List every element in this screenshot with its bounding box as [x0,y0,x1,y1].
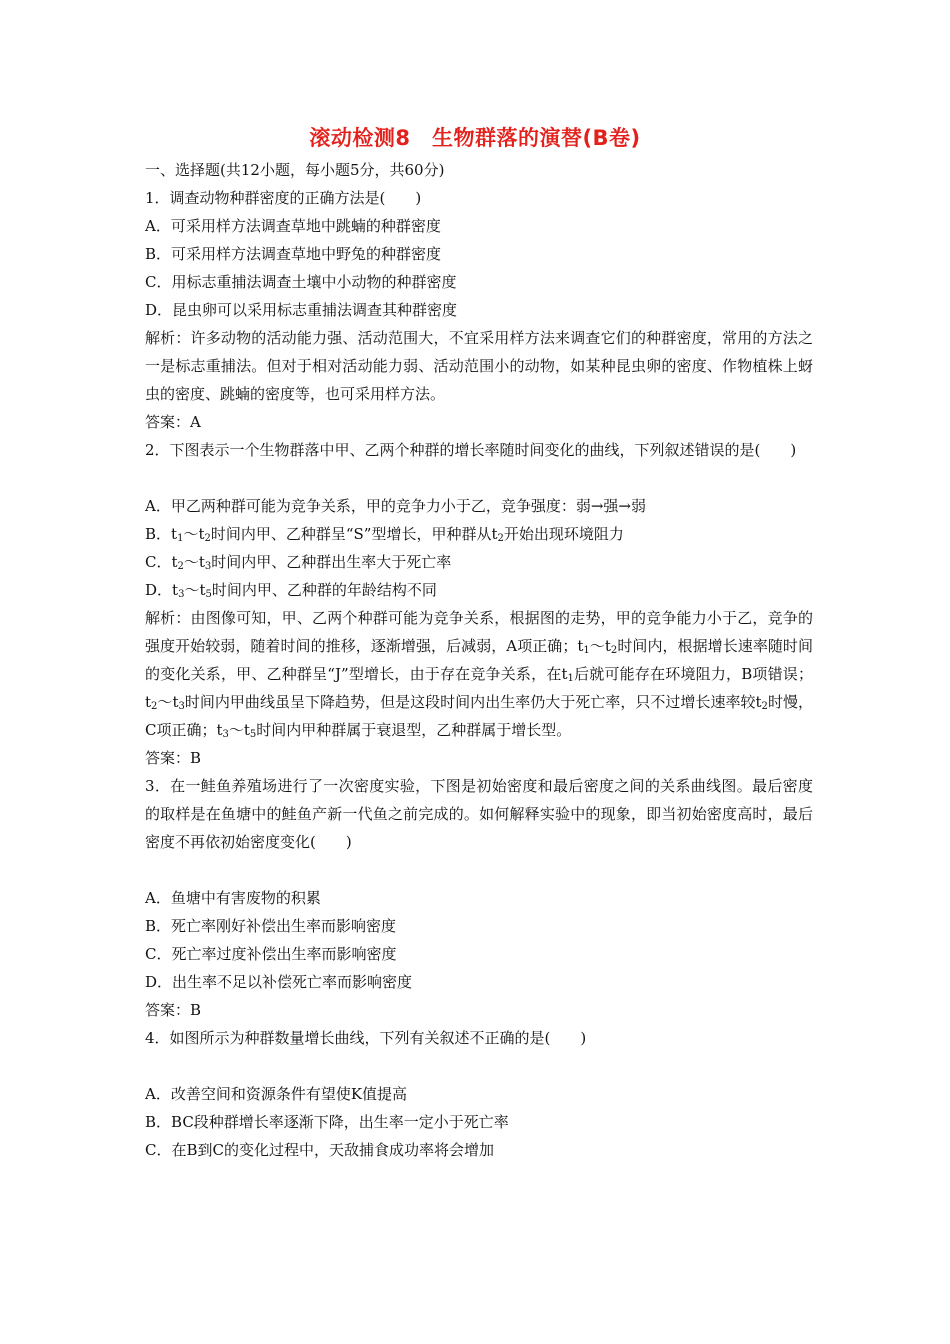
figure-placeholder [145,464,813,492]
figure-placeholder [145,856,813,884]
document-body [145,156,813,1164]
question-2-option-b: B．$t_1\sim t_2$时间内甲、乙种群呈“S”型增长，甲种群从$t_2$开始出现环境阻力 [145,525,624,544]
question-4-option-c: C．在B到C的变化过程中，天敌捕食成功率将会增加 [145,1141,494,1159]
question-2-option-a: A．甲乙两种群可能为竞争关系，甲的竞争力小于乙，竞争强度：弱→强→弱 [145,497,646,515]
question-3-option-b: B．死亡率刚好补偿出生率而影响密度 [145,917,397,935]
question-3-option-a: A．鱼塘中有害废物的积累 [145,889,321,907]
question-4-stem: 4．如图所示为种群数量增长曲线，下列有关叙述不正确的是( ) [145,1029,587,1047]
question-4-option-b: B．BC段种群增长率逐渐下降，出生率一定小于死亡率 [145,1113,509,1131]
question-1-answer: 答案：A [145,413,201,431]
question-1-option-a: A．可采用样方法调查草地中跳蝻的种群密度 [145,217,441,235]
question-3-stem: 3．在一鲑鱼养殖场进行了一次密度实验，下图是初始密度和最后密度之间的关系曲线图。最后密度的取样是在鱼塘中的鲑鱼产新一代鱼之前完成的。如何解释实验中的现象，即当初始密度高时，最后密度不再依初始密度变化( ) [145,777,813,851]
question-2-answer: 答案：B [145,749,202,767]
question-2-stem: 2．下图表示一个生物群落中甲、乙两个种群的增长率随时间变化的曲线，下列叙述错误的是( ) [145,441,797,459]
question-1-stem: 1．调查动物种群密度的正确方法是( ) [145,189,422,207]
question-4-option-a: A．改善空间和资源条件有望使K值提高 [145,1085,408,1103]
question-1-option-d: D．昆虫卵可以采用标志重捕法调查其种群密度 [145,301,458,319]
question-1-option-c: C．用标志重捕法调查土壤中小动物的种群密度 [145,273,457,291]
question-1-option-b: B．可采用样方法调查草地中野兔的种群密度 [145,245,442,263]
figure-placeholder [145,1052,813,1080]
question-1-analysis: 解析：许多动物的活动能力强、活动范围大，不宜采用样方法来调查它们的种群密度，常用的方法之一是标志重捕法。但对于相对活动能力弱、活动范围小的动物，如某种昆虫卵的密度、作物植株上蚜虫的密度、跳蝻的密度等，也可采用样方法。 [145,329,813,403]
question-3-option-c: C．死亡率过度补偿出生率而影响密度 [145,945,397,963]
question-3-option-d: D．出生率不足以补偿死亡率而影响密度 [145,973,413,991]
question-2-analysis: 解析：由图像可知，甲、乙两个种群可能为竞争关系，根据图的走势，甲的竞争能力小于乙，竞争的强度开始较弱，随着时间的推移，逐渐增强，后减弱，A项正确；$t_1\sim t_2$时间内，根据增长速率随时间的变化关系，甲、乙种群呈“J”型增长，由于存在竞争关系，在$t_1$后就可能存在环境阻力，B项错误；$t_2\sim t_3$时间内甲曲线虽呈下降趋势，但是这段时间内出生率仍大于死亡率，只不过增长速率较$t_2$时慢，C项正确；$t_3\sim t_5$时间内甲种群属于衰退型，乙种群属于增长型。 [145,609,813,740]
question-2-option-c: C．$t_2\sim t_3$时间内甲、乙种群出生率大于死亡率 [145,553,452,572]
section-header: 一、选择题(共12小题，每小题5分，共60分) [145,161,445,179]
question-3-answer: 答案：B [145,1001,202,1019]
document-title: 滚动检测8 生物群落的演替(B卷) [309,126,641,150]
question-2-option-d: D．$t_3\sim t_5$时间内甲、乙种群的年龄结构不同 [145,581,437,600]
